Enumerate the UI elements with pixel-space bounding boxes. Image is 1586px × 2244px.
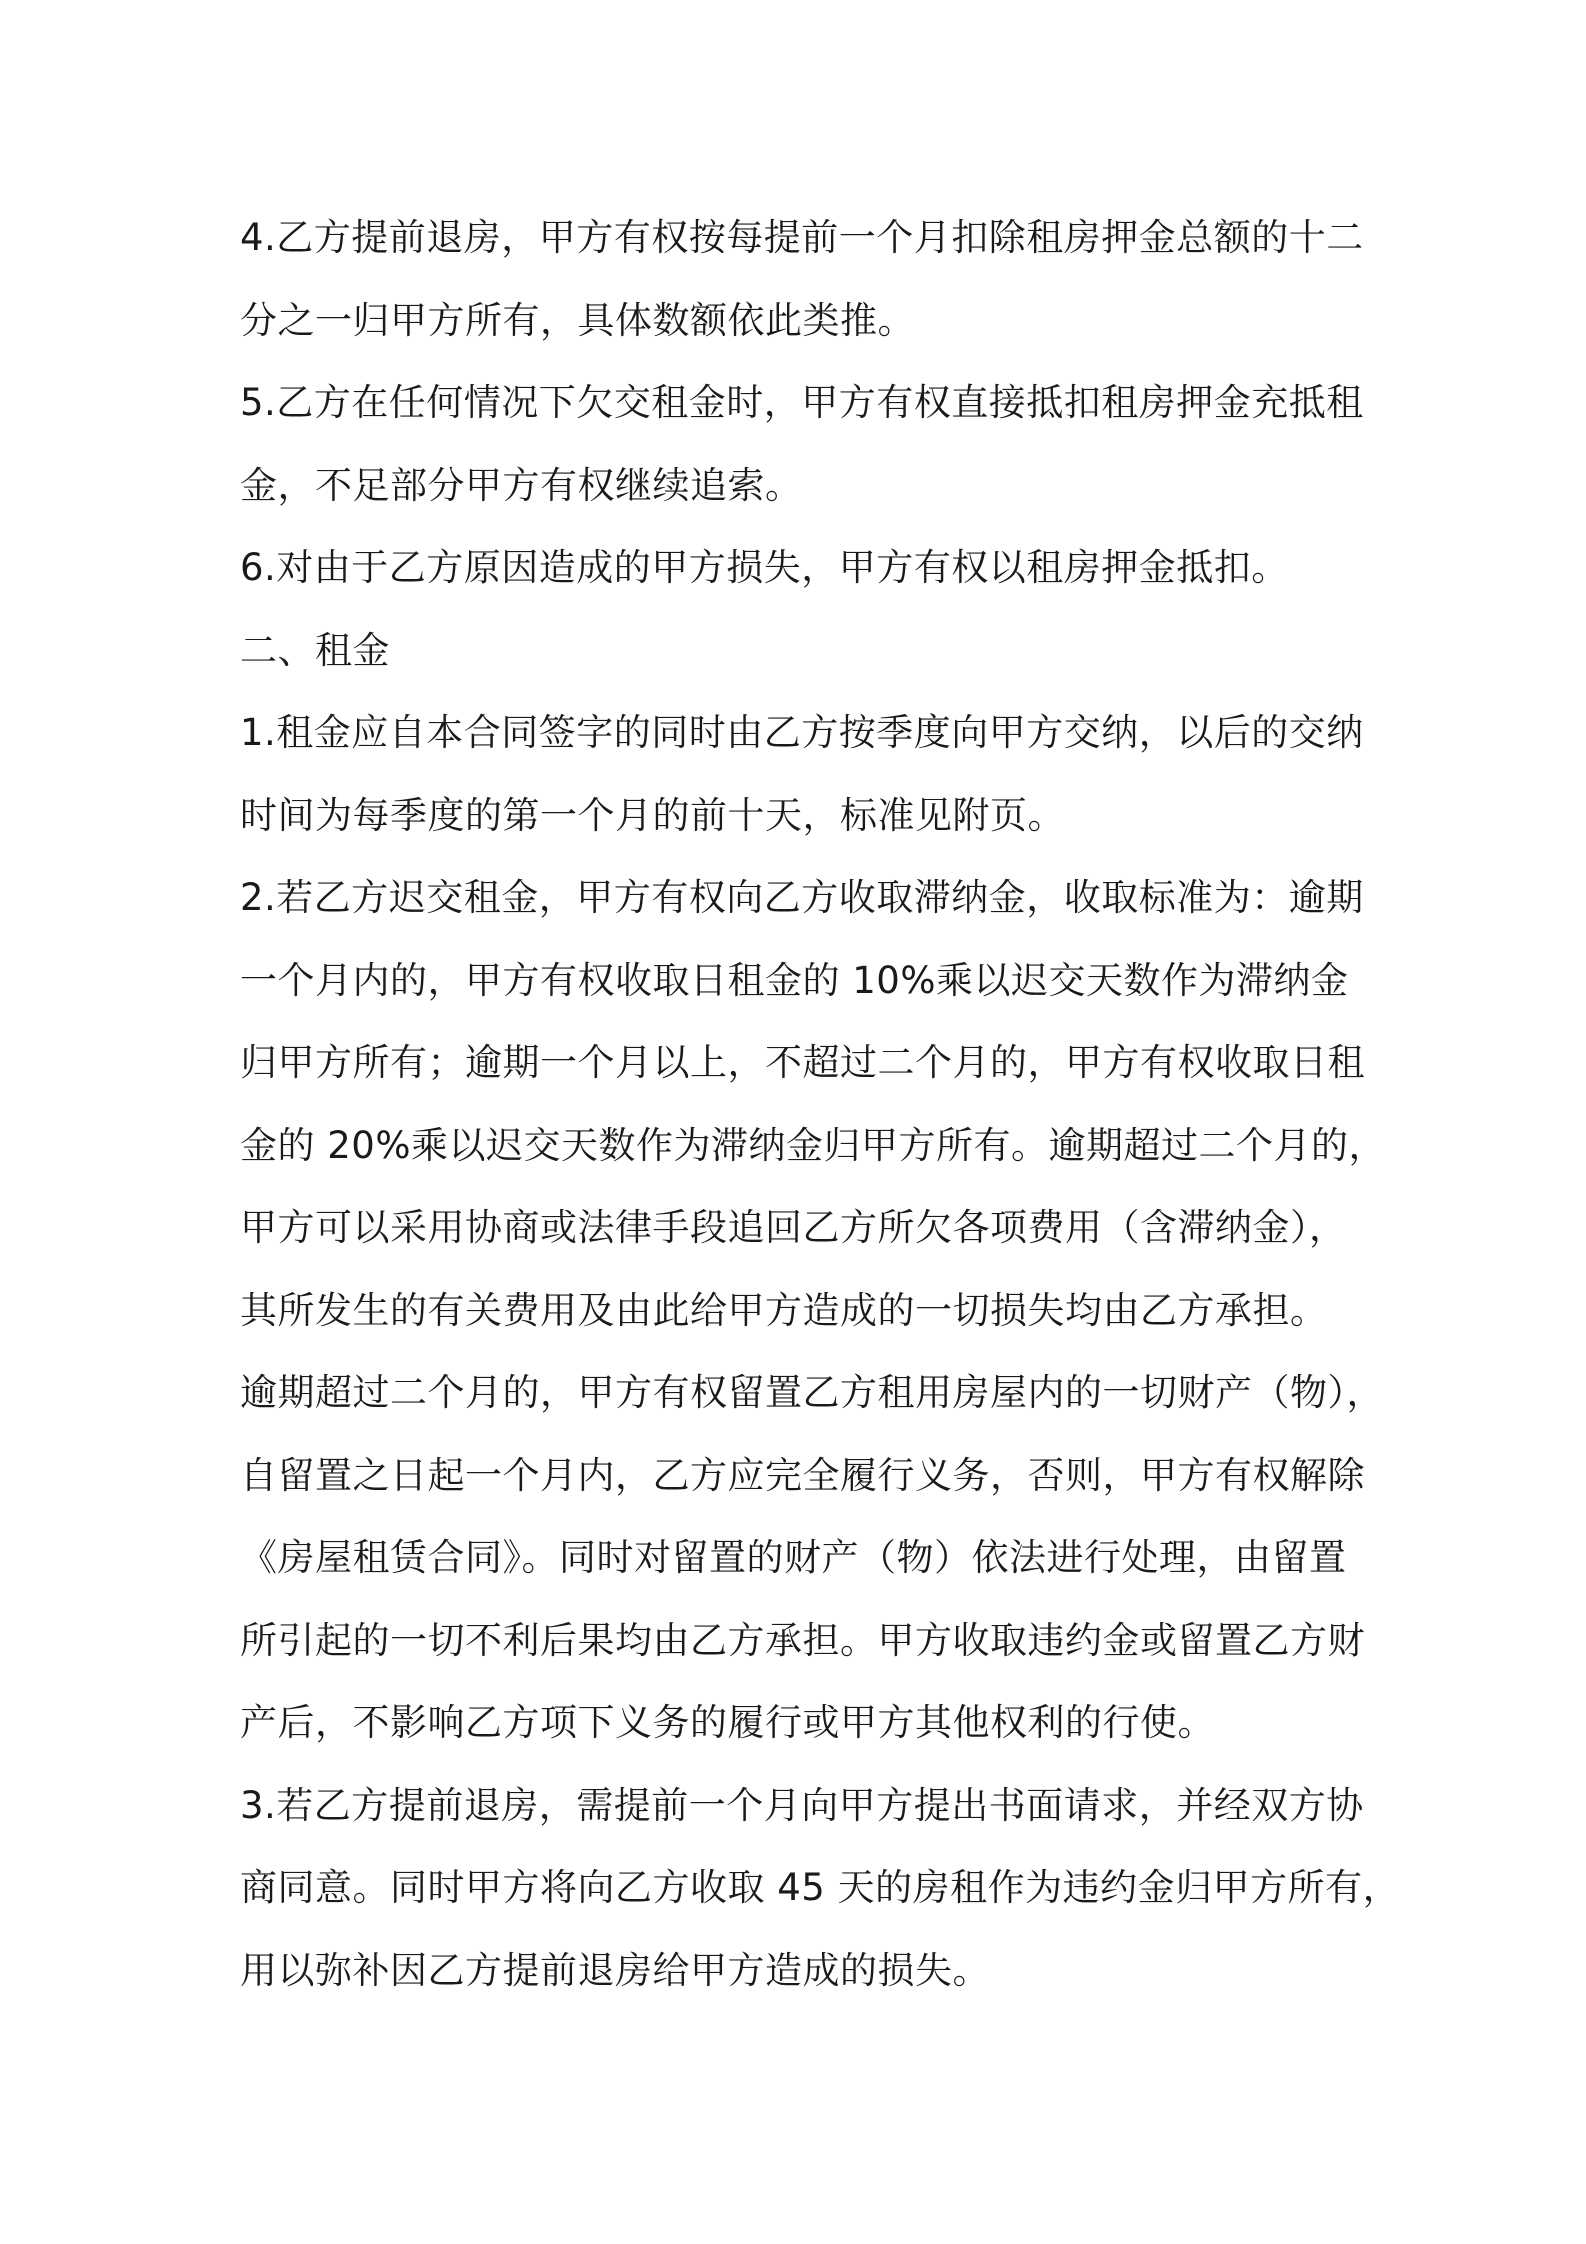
section-heading-rent: 二、租金	[240, 628, 390, 672]
text-line-13: 甲方可以采用协商或法律手段追回乙方所欠各项费用（含滞纳金），	[240, 1206, 1347, 1249]
text-line-8: 时间为每季度的第一个月的前十天，标准见附页。	[240, 793, 1065, 837]
text-line-15: 逾期超过二个月的，甲方有权留置乙方租用房屋内的一切财产（物），	[240, 1371, 1384, 1414]
text-line-5: 6.对由于乙方原因造成的甲方损失，甲方有权以租房押金抵扣。	[240, 546, 1289, 589]
text-line-14: 其所发生的有关费用及由此给甲方造成的一切损失均由乙方承担。	[240, 1288, 1328, 1332]
text-line-22: 用以弥补因乙方提前退房给甲方造成的损失。	[240, 1948, 990, 1992]
text-line-21: 商同意。同时甲方将向乙方收取 45 天的房租作为违约金归甲方所有，	[240, 1866, 1401, 1909]
text-line-18: 所引起的一切不利后果均由乙方承担。甲方收取违约金或留置乙方财	[240, 1618, 1365, 1662]
text-line-3: 5.乙方在任何情况下欠交租金时，甲方有权直接抵扣租房押金充抵租	[240, 381, 1364, 424]
text-line-19: 产后，不影响乙方项下义务的履行或甲方其他权利的行使。	[240, 1701, 1215, 1744]
text-line-1: 4.乙方提前退房，甲方有权按每提前一个月扣除租房押金总额的十二	[240, 216, 1364, 259]
text-line-10: 一个月内的，甲方有权收取日租金的 10%乘以迟交天数作为滞纳金	[240, 958, 1349, 1002]
text-line-20: 3.若乙方提前退房，需提前一个月向甲方提出书面请求，并经双方协	[240, 1783, 1364, 1827]
text-line-11: 归甲方所有；逾期一个月以上，不超过二个月的，甲方有权收取日租	[240, 1041, 1365, 1084]
text-line-12: 金的 20%乘以迟交天数作为滞纳金归甲方所有。逾期超过二个月的，	[240, 1123, 1386, 1167]
text-line-7: 1.租金应自本合同签字的同时由乙方按季度向甲方交纳，以后的交纳	[240, 711, 1364, 754]
text-line-2: 分之一归甲方所有，具体数额依此类推。	[240, 298, 915, 342]
text-line-16: 自留置之日起一个月内，乙方应完全履行义务，否则，甲方有权解除	[240, 1453, 1365, 1497]
document-body	[240, 205, 1401, 2020]
text-line-17: 《房屋租赁合同》。同时对留置的财产（物）依法进行处理，由留置	[240, 1536, 1347, 1579]
text-line-4: 金，不足部分甲方有权继续追索。	[240, 463, 803, 507]
text-line-9: 2.若乙方迟交租金，甲方有权向乙方收取滞纳金，收取标准为：逾期	[240, 876, 1364, 919]
